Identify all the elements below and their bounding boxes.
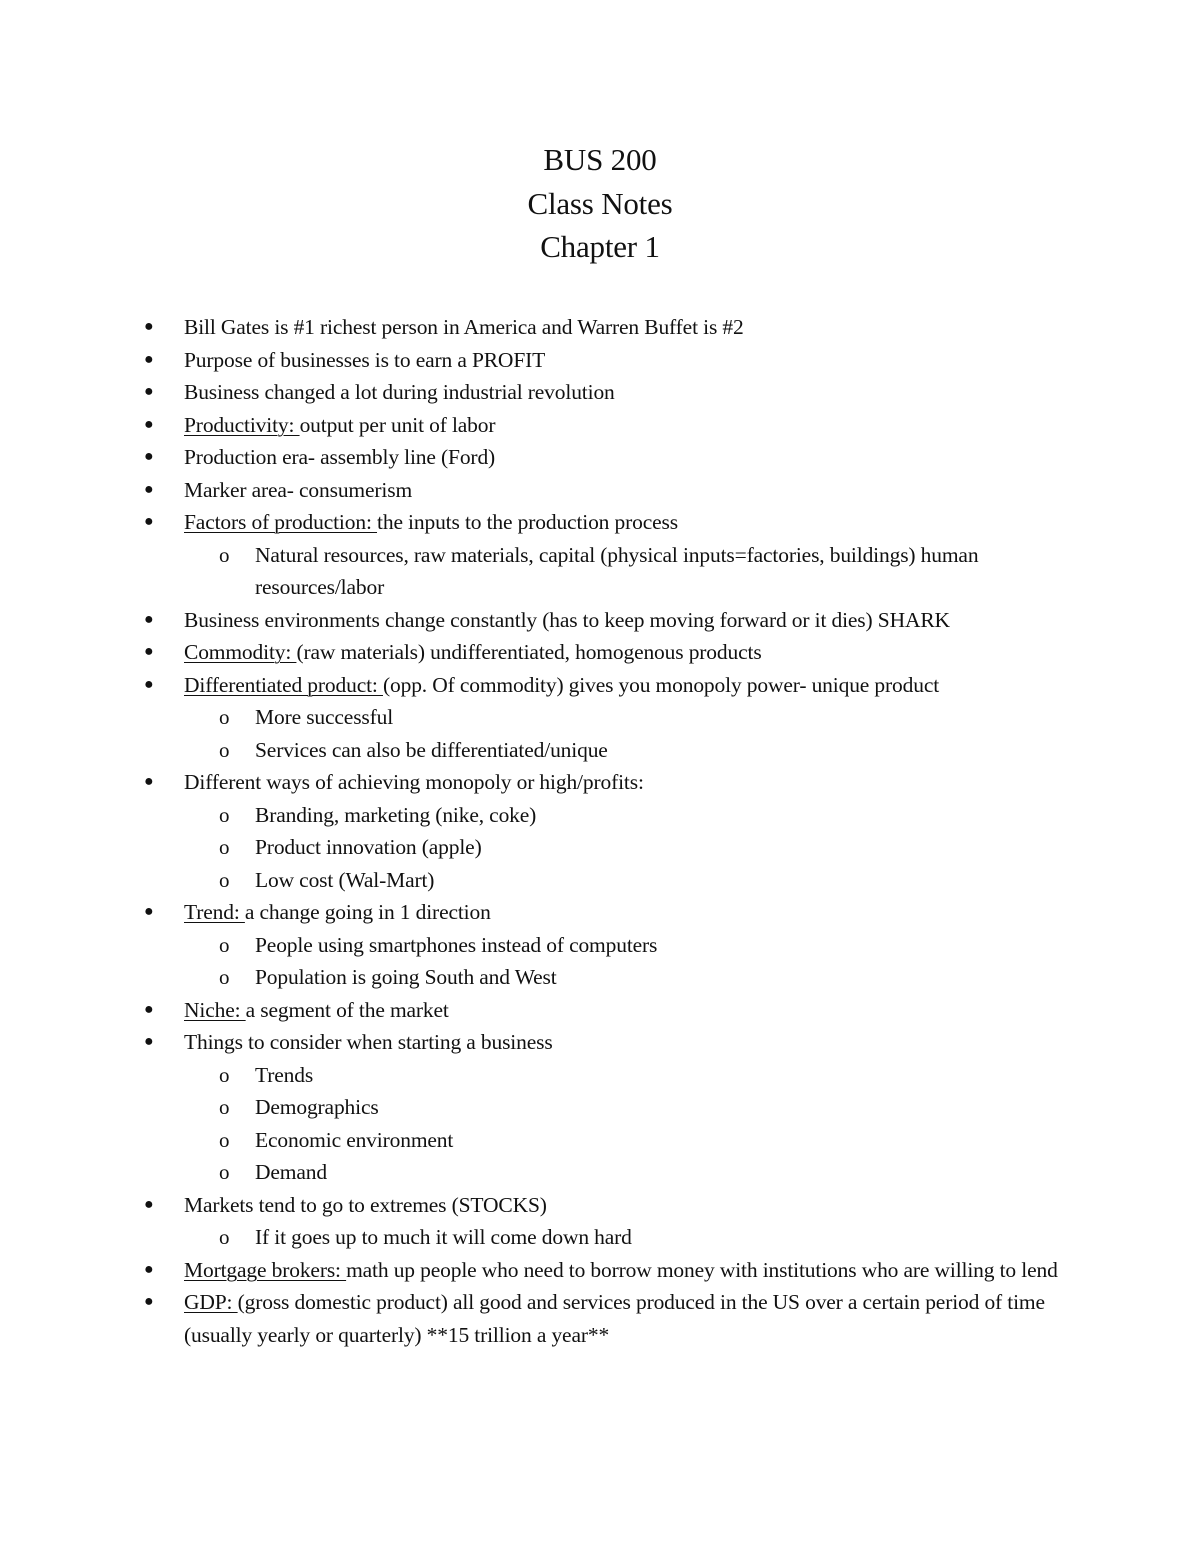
note-text: Business environments change constantly (has to keep moving forward or it dies) SHARK xyxy=(184,607,950,632)
note-text: Product innovation (apple) xyxy=(255,835,482,859)
note-term: Niche: xyxy=(184,997,246,1022)
note-text: the inputs to the production process xyxy=(377,510,678,534)
note-subitem xyxy=(0,734,1200,767)
bullet-marker: ● xyxy=(144,1033,154,1050)
note-item xyxy=(0,1026,1200,1059)
sub-bullet-marker: o xyxy=(219,1225,230,1249)
note-subitem xyxy=(0,1091,1200,1124)
sub-bullet-marker: o xyxy=(219,1127,230,1152)
bullet-marker: ● xyxy=(144,1000,154,1018)
note-text: a change going in 1 direction xyxy=(244,900,491,924)
note-subitem xyxy=(0,701,1200,734)
note-text: Things to consider when starting a business xyxy=(184,1030,553,1054)
note-term: Factors of production: xyxy=(184,510,378,534)
note-item xyxy=(0,1286,1200,1351)
note-item xyxy=(0,376,1200,409)
note-item xyxy=(0,441,1200,474)
note-item xyxy=(0,896,1200,929)
note-text: Marker area- consumerism xyxy=(184,477,413,502)
bullet-marker: ● xyxy=(144,610,154,628)
chapter-heading: Chapter 1 xyxy=(540,229,660,264)
note-text: Different ways of achieving monopoly or high/profits: xyxy=(184,770,644,794)
document-subtitle: Class Notes xyxy=(527,185,673,221)
bullet-marker: ● xyxy=(144,1195,154,1213)
note-text: math up people who need to borrow money with institutions who are willing to lend xyxy=(346,1257,1058,1282)
note-text: Economic environment xyxy=(255,1127,454,1152)
note-subitem xyxy=(0,961,1200,994)
note-term: Productivity: xyxy=(184,412,300,437)
sub-bullet-marker: o xyxy=(219,705,230,729)
note-text: More successful xyxy=(255,705,394,729)
sub-bullet-marker: o xyxy=(219,1160,230,1184)
note-item xyxy=(0,636,1200,669)
bullet-marker: ● xyxy=(144,773,154,790)
note-text: (opp. Of commodity) gives you monopoly power- unique product xyxy=(382,672,940,697)
note-text: Trends xyxy=(255,1062,314,1087)
note-text: If it goes up to much it will come down hard xyxy=(255,1225,632,1249)
note-item xyxy=(0,766,1200,799)
bullet-marker: ● xyxy=(144,448,154,465)
bullet-marker: ● xyxy=(144,513,154,530)
sub-bullet-marker: o xyxy=(219,802,230,827)
note-text: output per unit of labor xyxy=(299,412,496,437)
note-text: Purpose of businesses is to earn a PROFIT xyxy=(184,347,546,372)
bullet-marker: ● xyxy=(144,480,154,498)
note-text: Services can also be differentiated/unique xyxy=(255,737,608,762)
notes-list xyxy=(0,311,1200,1351)
note-subitem xyxy=(0,1059,1200,1092)
note-subitem xyxy=(0,1124,1200,1157)
note-item xyxy=(0,994,1200,1027)
sub-bullet-marker: o xyxy=(219,965,230,989)
note-text: a segment of the market xyxy=(245,997,449,1022)
note-item xyxy=(0,1254,1200,1287)
note-text: (raw materials) undifferentiated, homogenous products xyxy=(296,640,762,664)
note-subitem xyxy=(0,799,1200,832)
bullet-marker: ● xyxy=(144,1260,154,1278)
bullet-marker: ● xyxy=(144,1293,154,1310)
note-term: Commodity: xyxy=(184,640,297,664)
note-text: Demand xyxy=(255,1160,327,1184)
note-text: Branding, marketing (nike, coke) xyxy=(255,802,537,827)
note-subitem xyxy=(0,539,1200,604)
note-term: Differentiated product: xyxy=(184,672,383,697)
note-subitem xyxy=(0,831,1200,864)
note-item xyxy=(0,311,1200,344)
sub-bullet-marker: o xyxy=(219,1095,230,1119)
note-item xyxy=(0,474,1200,507)
note-subitem xyxy=(0,929,1200,962)
sub-bullet-marker: o xyxy=(219,835,230,859)
note-item xyxy=(0,604,1200,637)
bullet-marker: ● xyxy=(144,675,154,693)
note-term: GDP: xyxy=(184,1290,238,1314)
note-item xyxy=(0,1189,1200,1222)
note-subitem xyxy=(0,1156,1200,1189)
note-term: Trend: xyxy=(184,900,245,924)
note-term: Mortgage brokers: xyxy=(184,1257,347,1282)
sub-bullet-marker: o xyxy=(219,737,230,762)
sub-bullet-marker: o xyxy=(219,867,230,892)
note-text: Production era- assembly line (Ford) xyxy=(184,445,496,469)
bullet-marker: ● xyxy=(144,643,154,660)
bullet-marker: ● xyxy=(144,318,154,335)
sub-bullet-marker: o xyxy=(219,1062,230,1087)
bullet-marker: ● xyxy=(144,903,154,920)
document-header xyxy=(0,138,1200,269)
note-text: Bill Gates is #1 richest person in America and Warren Buffet is #2 xyxy=(184,315,744,339)
bullet-marker: ● xyxy=(144,415,154,433)
note-text: Markets tend to go to extremes (STOCKS) xyxy=(184,1192,547,1217)
note-text: Business changed a lot during industrial revolution xyxy=(184,380,615,404)
course-title: BUS 200 xyxy=(543,142,657,177)
note-text: Natural resources, raw materials, capital (physical inputs=factories, buildings) human resources/labor xyxy=(255,542,979,599)
note-item xyxy=(0,669,1200,702)
note-text: Low cost (Wal-Mart) xyxy=(255,867,435,892)
bullet-marker: ● xyxy=(144,383,154,400)
note-text: Population is going South and West xyxy=(255,965,557,989)
note-item xyxy=(0,506,1200,539)
note-text: (gross domestic product) all good and services produced in the US over a certain period of time (usually yearly or quarterly) **15 trillion a year** xyxy=(184,1290,1045,1347)
note-subitem xyxy=(0,1221,1200,1254)
note-item xyxy=(0,409,1200,442)
note-text: People using smartphones instead of computers xyxy=(255,932,658,957)
bullet-marker: ● xyxy=(144,350,154,368)
note-subitem xyxy=(0,864,1200,897)
note-text: Demographics xyxy=(255,1095,379,1119)
sub-bullet-marker: o xyxy=(219,932,230,957)
note-item xyxy=(0,344,1200,377)
sub-bullet-marker: o xyxy=(219,542,230,567)
